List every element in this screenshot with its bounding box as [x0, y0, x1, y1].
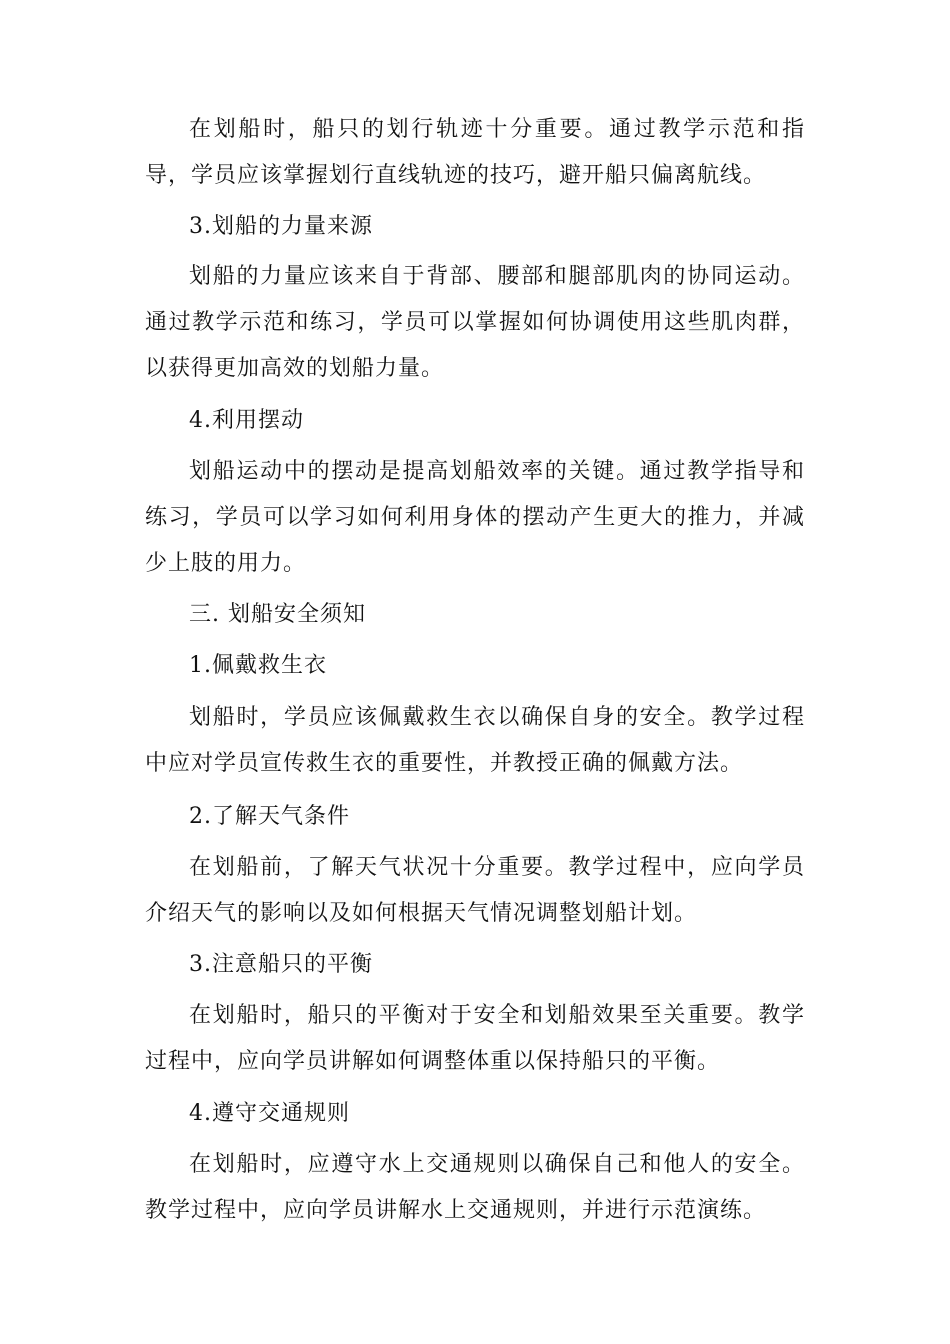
heading-rowing-power-source: 3.划船的力量来源 [189, 214, 373, 239]
paragraph-swing: 划船运动中的摆动是提高划船效率的关键。通过教学指导和练习，学员可以学习如何利用身体的摆动产生更大的推力，并减少上肢的用力。 [145, 459, 805, 576]
paragraph-weather: 在划船前，了解天气状况十分重要。教学过程中，应向学员介绍天气的影响以及如何根据天气情况调整划船计划。 [145, 855, 805, 926]
paragraph-traffic-rules: 在划船时，应遵守水上交通规则以确保自己和他人的安全。教学过程中，应向学员讲解水上交通规则，并进行示范演练。 [145, 1152, 805, 1223]
heading-weather: 2.了解天气条件 [189, 804, 350, 829]
paragraph-boat-trajectory: 在划船时，船只的划行轨迹十分重要。通过教学示范和指导，学员应该掌握划行直线轨迹的技巧，避开船只偏离航线。 [145, 117, 805, 188]
paragraph-life-jacket: 划船时，学员应该佩戴救生衣以确保自身的安全。教学过程中应对学员宣传救生衣的重要性，并教授正确的佩戴方法。 [145, 705, 805, 776]
heading-use-swing: 4.利用摆动 [189, 408, 304, 433]
heading-traffic-rules: 4.遵守交通规则 [189, 1101, 350, 1126]
paragraph-boat-balance: 在划船时，船只的平衡对于安全和划船效果至关重要。教学过程中，应向学员讲解如何调整体重以保持船只的平衡。 [145, 1003, 805, 1074]
heading-life-jacket: 1.佩戴救生衣 [189, 653, 327, 678]
section-heading-safety: 三. 划船安全须知 [189, 602, 366, 627]
paragraph-rowing-power: 划船的力量应该来自于背部、腰部和腿部肌肉的协同运动。通过教学示范和练习，学员可以掌握如何协调使用这些肌肉群，以获得更加高效的划船力量。 [145, 264, 805, 381]
heading-boat-balance: 3.注意船只的平衡 [189, 952, 373, 977]
